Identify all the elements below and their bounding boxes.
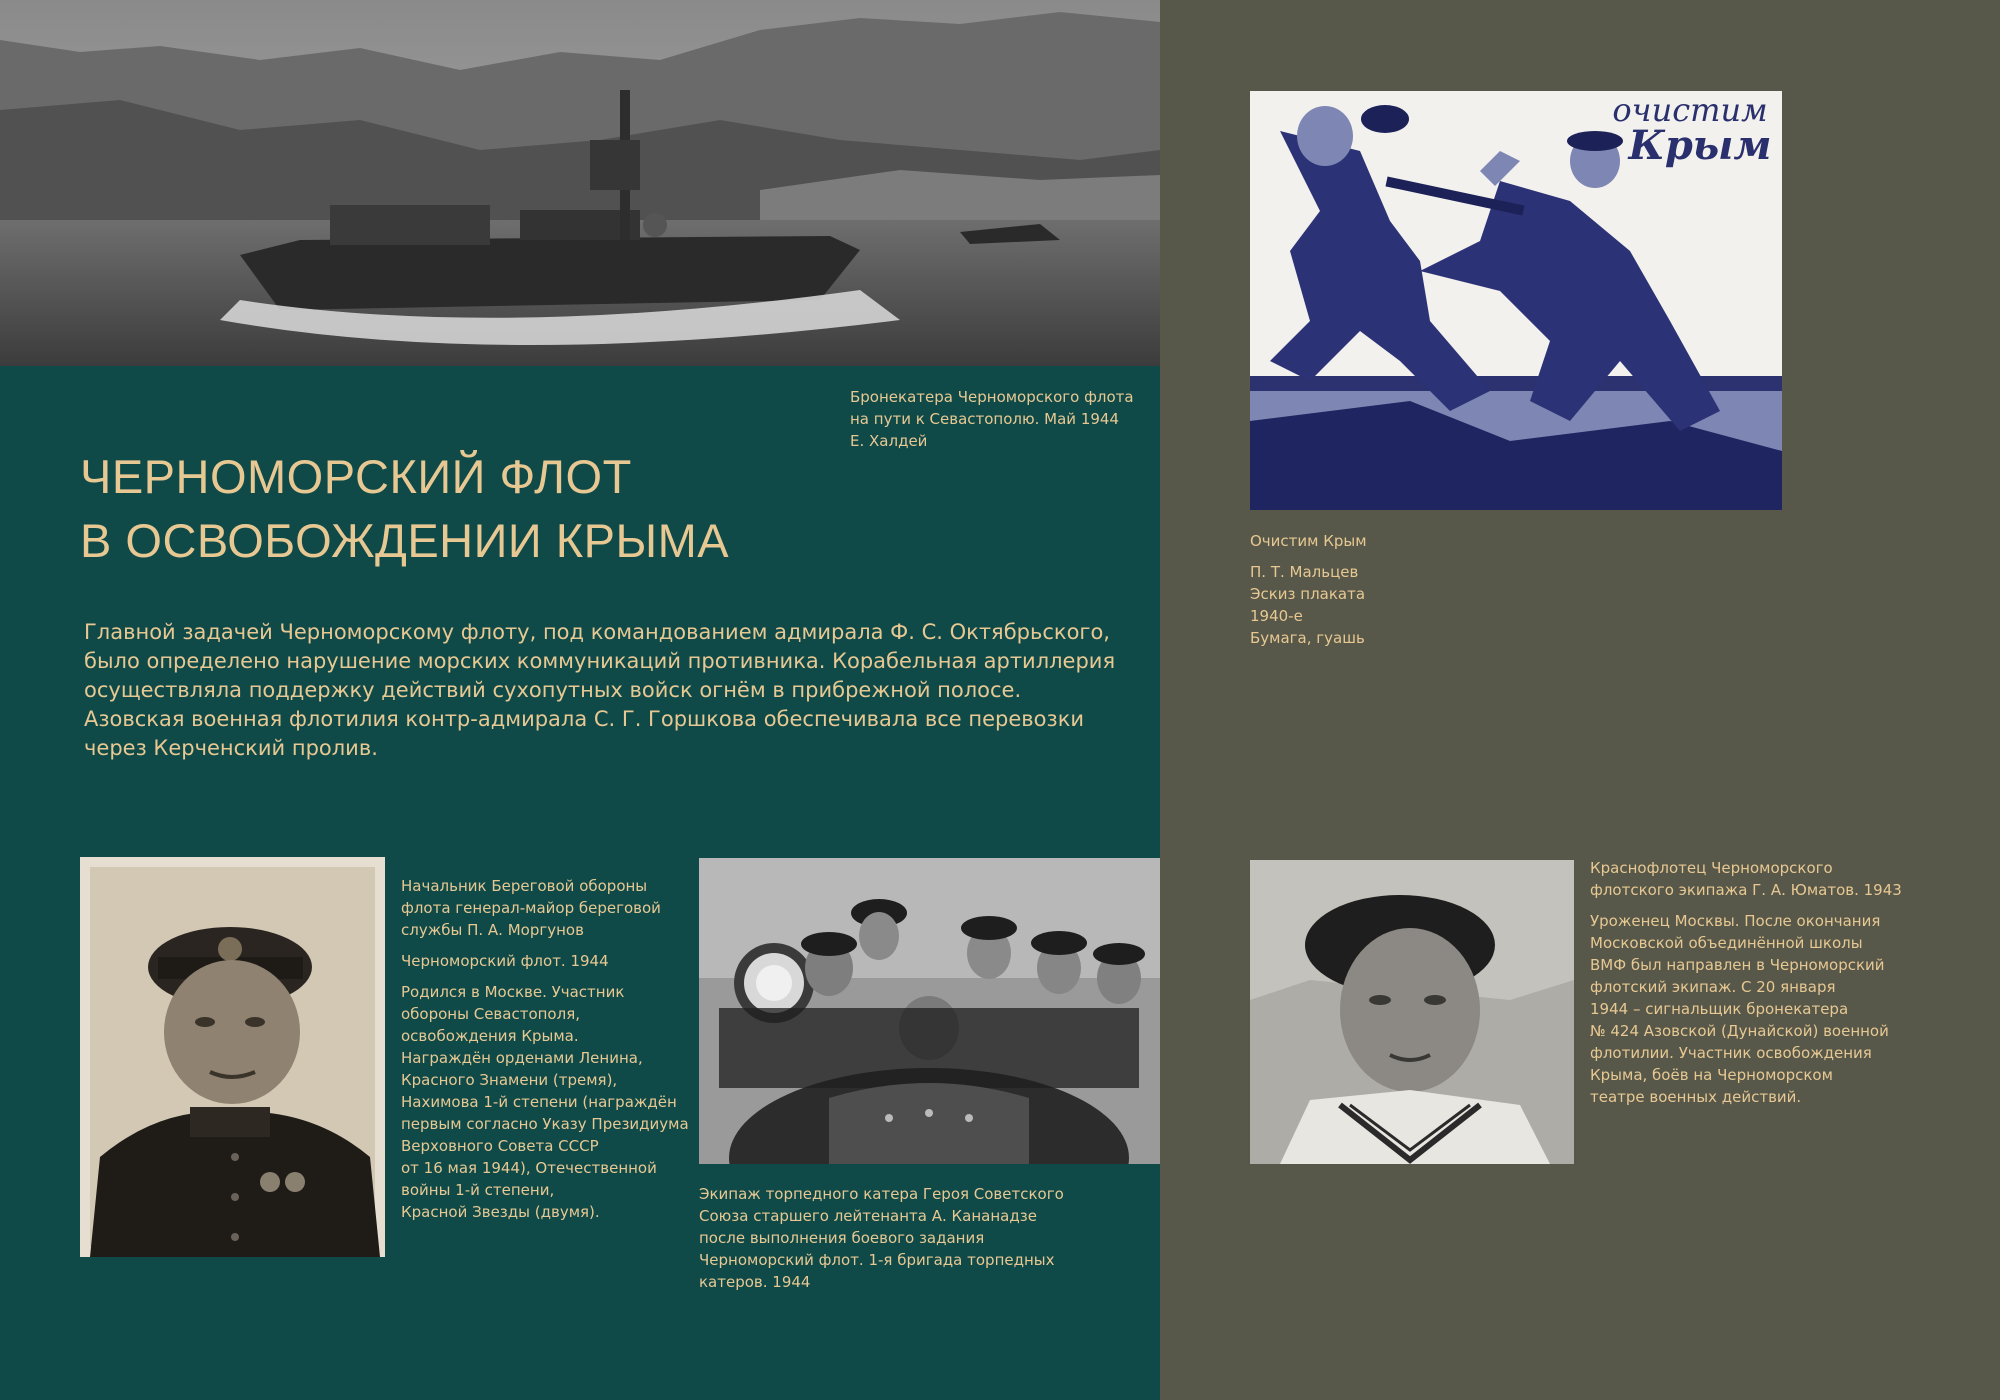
caption-line: катеров. 1944 (699, 1273, 811, 1291)
caption-line: театре военных действий. (1590, 1088, 1802, 1106)
caption-line: Краснофлотец Черноморского (1590, 859, 1833, 877)
page-title (80, 445, 980, 573)
caption-line: Союза старшего лейтенанта А. Кананадзе (699, 1207, 1037, 1225)
morgunov-caption (401, 875, 701, 1223)
caption-line: флотилии. Участник освобождения (1590, 1044, 1872, 1062)
caption-body (401, 981, 701, 1223)
morgunov-portrait-photo (80, 857, 385, 1257)
caption-line: Нахимова 1-й степени (награждён (401, 1093, 677, 1111)
caption-line: Эскиз плаката (1250, 585, 1366, 603)
poster-text-1: очистим (1612, 91, 1768, 129)
caption-line: Экипаж торпедного катера Героя Советского (699, 1185, 1064, 1203)
caption-line: Верховного Совета СССР (401, 1137, 599, 1155)
title-line: ЧЕРНОМОРСКИЙ ФЛОТ (80, 450, 632, 503)
caption-line: Награждён орденами Ленина, (401, 1049, 643, 1067)
torpedo-crew-photo (699, 858, 1160, 1164)
poster-sketch (1250, 91, 1782, 510)
caption-line: № 424 Азовской (Дунайской) военной (1590, 1022, 1889, 1040)
caption-body (1590, 910, 1990, 1108)
caption-line: Красного Знамени (тремя), (401, 1071, 618, 1089)
caption-line: флотского экипажа Г. А. Юматов. 1943 (1590, 881, 1902, 899)
title-line: В ОСВОБОЖДЕНИИ КРЫМА (80, 514, 730, 567)
caption-line: на пути к Севастополю. Май 1944 (850, 410, 1119, 428)
caption-line: ВМФ был направлен в Черноморский (1590, 956, 1885, 974)
yumatov-caption (1590, 857, 1990, 1108)
caption-line: Красной Звезды (двумя). (401, 1203, 600, 1221)
caption-line: 1944 – сигнальщик бронекатера (1590, 1000, 1849, 1018)
header-photo-caption (850, 386, 1150, 452)
caption-line: флотский экипаж. С 20 января (1590, 978, 1836, 996)
caption-line: Бумага, гуашь (1250, 629, 1365, 647)
caption-line: обороны Севастополя, (401, 1005, 580, 1023)
caption-line: Черноморский флот. 1-я бригада торпедных (699, 1251, 1055, 1269)
intro-paragraph: Главной задачей Черноморскому флоту, под командованием адмирала Ф. С. Октябрьского, было определено нарушение морских коммуникаций противника. Корабельная артиллерия осуществляла поддержку действий сухопутных войск огнём в прибрежной полосе. Азовская военная флотилия контр-адмирала С. Г. Горшкова обеспечивала все перевозки через Керченский пролив. (84, 620, 1116, 760)
caption-line: Московской объединённой школы (1590, 934, 1863, 952)
caption-title: Очистим Крым (1250, 532, 1367, 550)
caption-subtitle: Черноморский флот. 1944 (401, 952, 609, 970)
poster-text-2: Крым (1628, 122, 1772, 169)
caption-title (1590, 857, 1990, 901)
caption-line: после выполнения боевого задания (699, 1229, 985, 1247)
armored-boats-photo (0, 0, 1160, 366)
caption-line: Бронекатера Черноморского флота (850, 388, 1134, 406)
poster-caption (1250, 530, 1550, 649)
caption-line: Е. Халдей (850, 432, 928, 450)
caption-title: Начальник Береговой обороны флота генерал-майор береговой службы П. А. Моргунов (401, 877, 661, 939)
crew-caption (699, 1183, 1139, 1293)
caption-line: Крыма, боёв на Черноморском (1590, 1066, 1833, 1084)
caption-line: 1940-е (1250, 607, 1303, 625)
caption-line: войны 1-й степени, (401, 1181, 555, 1199)
caption-line: Родился в Москве. Участник (401, 983, 625, 1001)
caption-line: П. Т. Мальцев (1250, 563, 1359, 581)
caption-line: первым согласно Указу Президиума (401, 1115, 689, 1133)
yumatov-portrait-photo (1250, 860, 1574, 1164)
caption-line: Уроженец Москвы. После окончания (1590, 912, 1881, 930)
caption-line: освобождения Крыма. (401, 1027, 579, 1045)
caption-line: от 16 мая 1944), Отечественной (401, 1159, 657, 1177)
